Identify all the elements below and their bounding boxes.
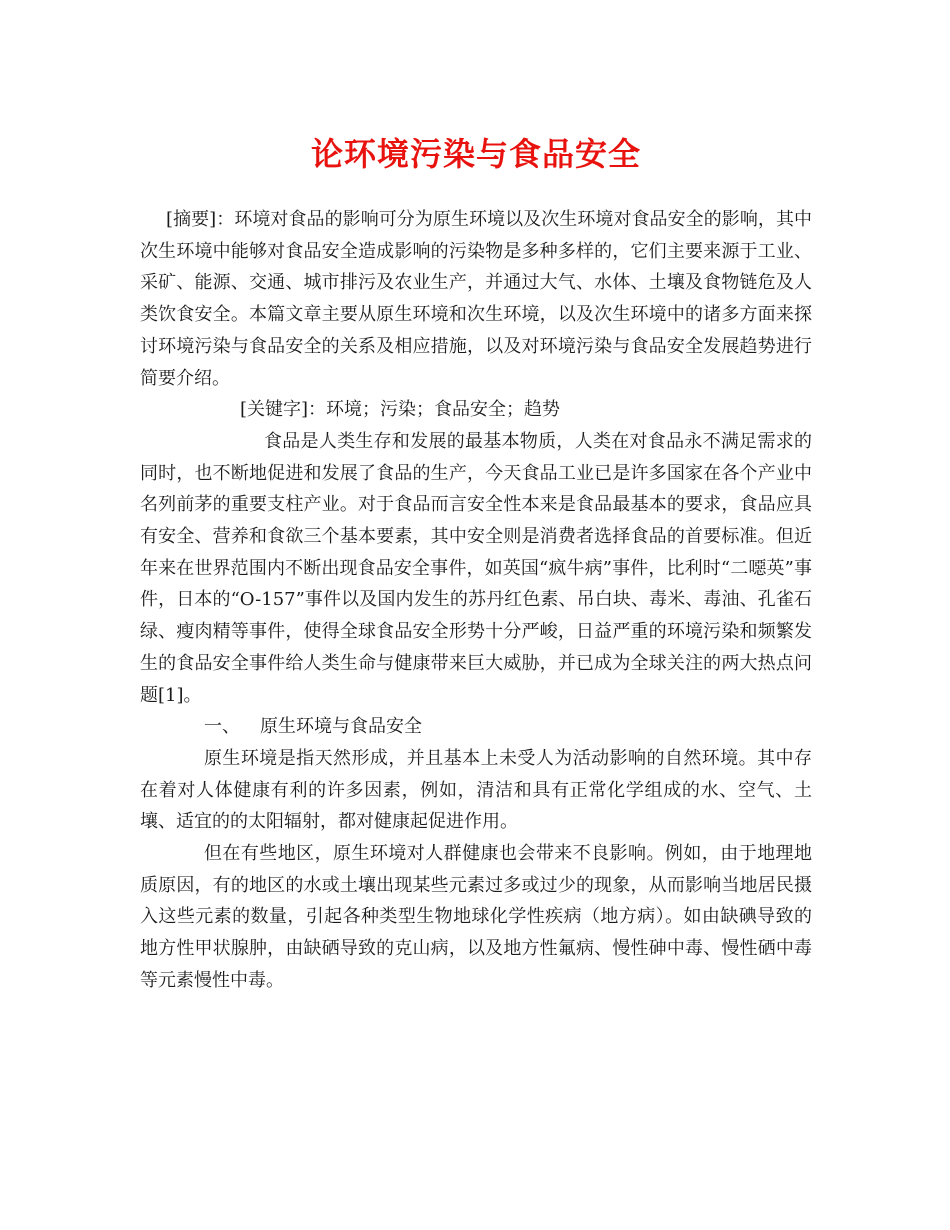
document-body (140, 204, 812, 997)
keywords-line: [关键字]：环境；污染；食品安全；趋势 (240, 399, 561, 421)
abstract-paragraph: [摘要]：环境对食品的影响可分为原生环境以及次生环境对食品安全的影响，其中次生环境中能够对食品安全造成影响的污染物是多种多样的，它们主要来源于工业、采矿、能源、交通、城市排污及农业生产，并通过大气、水体、土壤及食物链危及人类饮食安全。本篇文章主要从原生环境和次生环境，以及次生环境中的诸多方面来探讨环境污染与食品安全的关系及相应措施，以及对环境污染与食品安全发展趋势进行简要介绍。 (140, 209, 812, 389)
body-paragraph-1: 原生环境是指天然形成，并且基本上未受人为活动影响的自然环境。其中存在着对人体健康有利的许多因素，例如，清洁和具有正常化学组成的水、空气、土壤、适宜的的太阳辐射，都对健康起促进作用。 (140, 747, 812, 833)
section-title: 原生环境与食品安全 (260, 716, 422, 738)
body-paragraph-2: 但在有些地区，原生环境对人群健康也会带来不良影响。例如，由于地理地质原因，有的地区的水或土壤出现某些元素过多或过少的现象，从而影响当地居民摄入这些元素的数量，引起各种类型生物地球化学性疾病（地方病）。如由缺碘导致的地方性甲状腺肿，由缺硒导致的克山病，以及地方性氟病、慢性砷中毒、慢性硒中毒等元素慢性中毒。 (140, 843, 812, 991)
section-number: 一、 (204, 716, 240, 738)
section-heading-1 (140, 711, 812, 743)
document-page (140, 0, 812, 997)
document-title: 论环境污染与食品安全 (310, 135, 641, 173)
intro-paragraph: 食品是人类生存和发展的最基本物质，人类在对食品永不满足需求的同时，也不断地促进和发展了食品的生产，今天食品工业已是许多国家在各个产业中名列前茅的重要支柱产业。对于食品而言安全性本来是食品最基本的要求，食品应具有安全、营养和食欲三个基本要素，其中安全则是消费者选择食品的首要标准。但近年来在世界范围内不断出现食品安全事件，如英国“疯牛病”事件，比利时“二噁英”事件，日本的“O-157”事件以及国内发生的苏丹红色素、吊白块、毒米、毒油、孔雀石绿、瘦肉精等事件，使得全球食品安全形势十分严峻，日益严重的环境污染和频繁发生的食品安全事件给人类生命与健康带来巨大威胁，并已成为全球关注的两大热点问题[1]。 (140, 430, 812, 706)
